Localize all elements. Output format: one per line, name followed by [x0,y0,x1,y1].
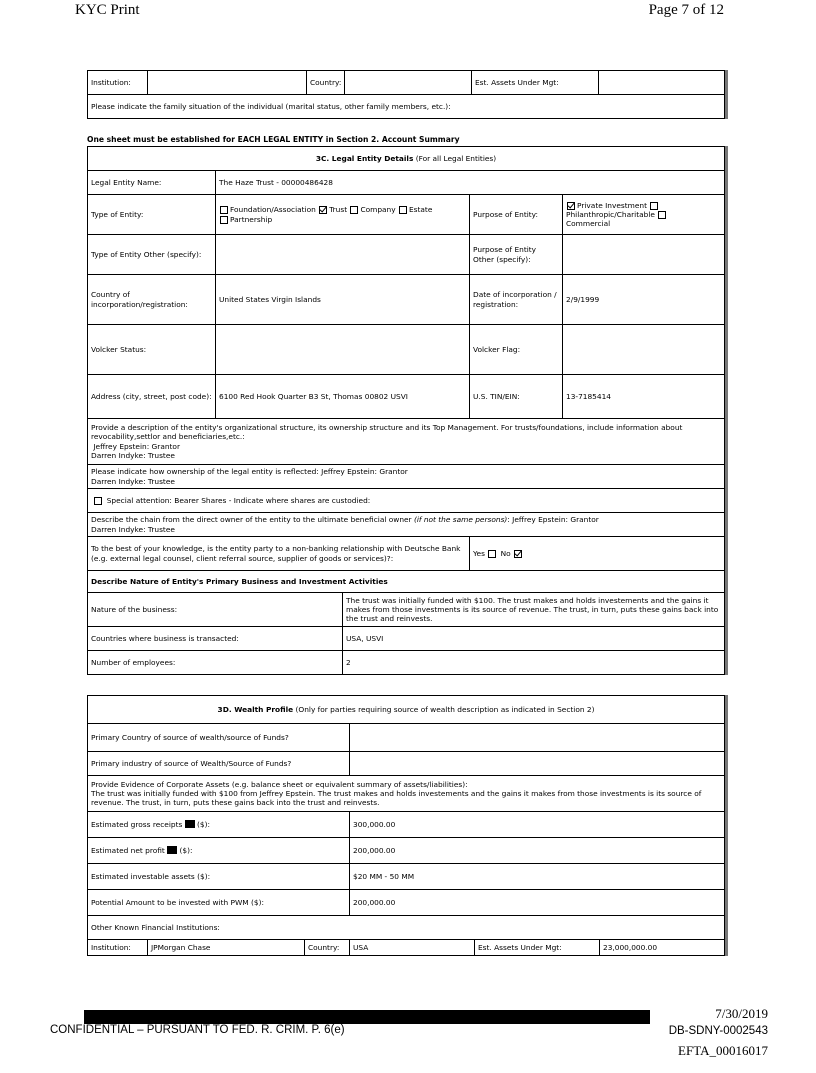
institution-section [87,70,728,119]
institution-assets-value: 23,000,000.00 [600,940,725,956]
entity-type-label: Type of Entity: [88,195,216,235]
ownership-description: Please indicate how ownership of the legal entity is reflected: Jeffrey Epstein: Grantor Darren Indyke: Trustee [88,465,725,489]
entity-type-options: Foundation/Association Trust Company Estate Partnership [216,195,470,235]
employees-label: Number of employees: [88,651,343,675]
date-incorp-label: Date of incorporation / registration: [470,275,563,325]
investable-assets-value: $20 MM - 50 MM [350,864,725,890]
confidential-notice: CONFIDENTIAL – PURSUANT TO FED. R. CRIM. P. 6(e) [50,1024,345,1036]
volcker-flag-label: Volcker Flag: [470,325,563,375]
net-profit-value: 200,000.00 [350,838,725,864]
primary-country-value [350,724,725,752]
date-incorp-value: 2/9/1999 [563,275,725,325]
countries-label: Countries where business is transacted: [88,627,343,651]
legal-entity-title: 3C. Legal Entity Details (For all Legal Entities) [88,147,725,171]
employees-value: 2 [343,651,725,675]
trust-checkbox[interactable] [319,206,327,214]
bates-number: DB-SDNY-0002543 [668,1025,768,1037]
primary-industry-label: Primary industry of source of Wealth/Source of Funds? [88,752,350,776]
tin-value: 13-7185414 [563,375,725,419]
assets-value [599,71,725,95]
partnership-checkbox[interactable] [220,216,228,224]
redaction-bar [84,1010,650,1024]
institution-label: Institution: [88,940,148,956]
primary-country-label: Primary Country of source of wealth/source of Funds? [88,724,350,752]
institution-value: JPMorgan Chase [148,940,305,956]
volcker-status-label: Volcker Status: [88,325,216,375]
ownership-chain: Describe the chain from the direct owner of the entity to the ultimate beneficial owner (if not the same persons): Jeffrey Epstein: Grantor Darren Indyke: Trustee [88,513,725,537]
header-title: KYC Print [75,2,140,18]
redaction-box [167,846,177,854]
gross-receipts-value: 300,000.00 [350,812,725,838]
entity-name-label: Legal Entity Name: [88,171,216,195]
countries-value: USA, USVI [343,627,725,651]
institution-country-value: USA [350,940,475,956]
entity-name-value: The Haze Trust - 00000486428 [216,171,725,195]
country-value [345,71,472,95]
institution-country-label: Country: [305,940,350,956]
country-incorp-value: United States Virgin Islands [216,275,470,325]
nature-value: The trust was initially funded with $100. The trust makes and holds investements and the gains it makes from those investments is its source of revenue. The trust, in turn, puts these gains back into the trust and reinvests. [343,593,725,627]
address-value: 6100 Red Hook Quarter B3 St, Thomas 00802 USVI [216,375,470,419]
commercial-checkbox[interactable] [658,211,666,219]
net-profit-label: Estimated net profit ($): [88,838,350,864]
purpose-label: Purpose of Entity: [470,195,563,235]
other-institutions-label: Other Known Financial Institutions: [88,916,725,940]
family-situation-prompt: Please indicate the family situation of the individual (marital status, other family members, etc.): [88,95,725,119]
investable-assets-label: Estimated investable assets ($): [88,864,350,890]
footer-date: 7/30/2019 [715,1006,768,1021]
volcker-flag-value [563,325,725,375]
page-number: Page 7 of 12 [648,2,724,18]
foundation-checkbox[interactable] [220,206,228,214]
gross-receipts-label: Estimated gross receipts ($): [88,812,350,838]
purpose-other-label: Purpose of Entity Other (specify): [470,235,563,275]
wealth-profile-section [87,695,728,956]
legal-entity-note: One sheet must be established for EACH LEGAL ENTITY in Section 2. Account Summary [87,135,460,144]
potential-amount-label: Potential Amount to be invested with PWM ($): [88,890,350,916]
primary-industry-value [350,752,725,776]
nature-label: Nature of the business: [88,593,343,627]
purpose-options: Private Investment Philanthropic/Charitable Commercial [563,195,725,235]
type-other-value [216,235,470,275]
no-checkbox[interactable] [514,550,522,558]
assets-label: Est. Assets Under Mgt: [472,71,599,95]
philanthropic-checkbox[interactable] [650,202,658,210]
redaction-box [185,820,195,828]
bearer-shares-checkbox[interactable] [94,497,102,505]
nature-header: Describe Nature of Entity's Primary Business and Investment Activities [88,571,725,593]
purpose-other-value [563,235,725,275]
estate-checkbox[interactable] [399,206,407,214]
relationship-prompt: To the best of your knowledge, is the entity party to a non-banking relationship with Deutsche Bank (e.g. external legal counsel, client referral source, supplier of goods or services)?: [88,537,470,571]
country-incorp-label: Country of incorporation/registration: [88,275,216,325]
legal-entity-section [87,146,728,675]
institution-label: Institution: [88,71,148,95]
private-investment-checkbox[interactable] [567,202,575,210]
relationship-answer: Yes No [470,537,725,571]
institution-value [148,71,307,95]
volcker-status-value [216,325,470,375]
company-checkbox[interactable] [350,206,358,214]
bearer-shares-row: Special attention: Bearer Shares - Indicate where shares are custodied: [88,489,725,513]
institution-assets-label: Est. Assets Under Mgt: [475,940,600,956]
wealth-profile-title: 3D. Wealth Profile (Only for parties requiring source of wealth description as indicated in Section 2) [88,696,725,724]
type-other-label: Type of Entity Other (specify): [88,235,216,275]
structure-description: Provide a description of the entity's organizational structure, its ownership structure and its Top Management. For trusts/foundations, include information about revocability,settlor and beneficiaries,etc.: Jeffrey Epstein: Grantor Darren Indyke: Trustee [88,419,725,465]
tin-label: U.S. TIN/EIN: [470,375,563,419]
corporate-assets-evidence: Provide Evidence of Corporate Assets (e.g. balance sheet or equivalent summary of assets/liabilities): The trust was initially funded with $100 from Jeffrey Epstein. The trust makes and holds investements and the gains it makes from those investments is its source of revenue. The trust, in turn, puts these gains back into the trust and reinvests. [88,776,725,812]
address-label: Address (city, street, post code): [88,375,216,419]
yes-checkbox[interactable] [488,550,496,558]
country-label: Country: [307,71,345,95]
efta-number: EFTA_00016017 [678,1043,768,1058]
potential-amount-value: 200,000.00 [350,890,725,916]
